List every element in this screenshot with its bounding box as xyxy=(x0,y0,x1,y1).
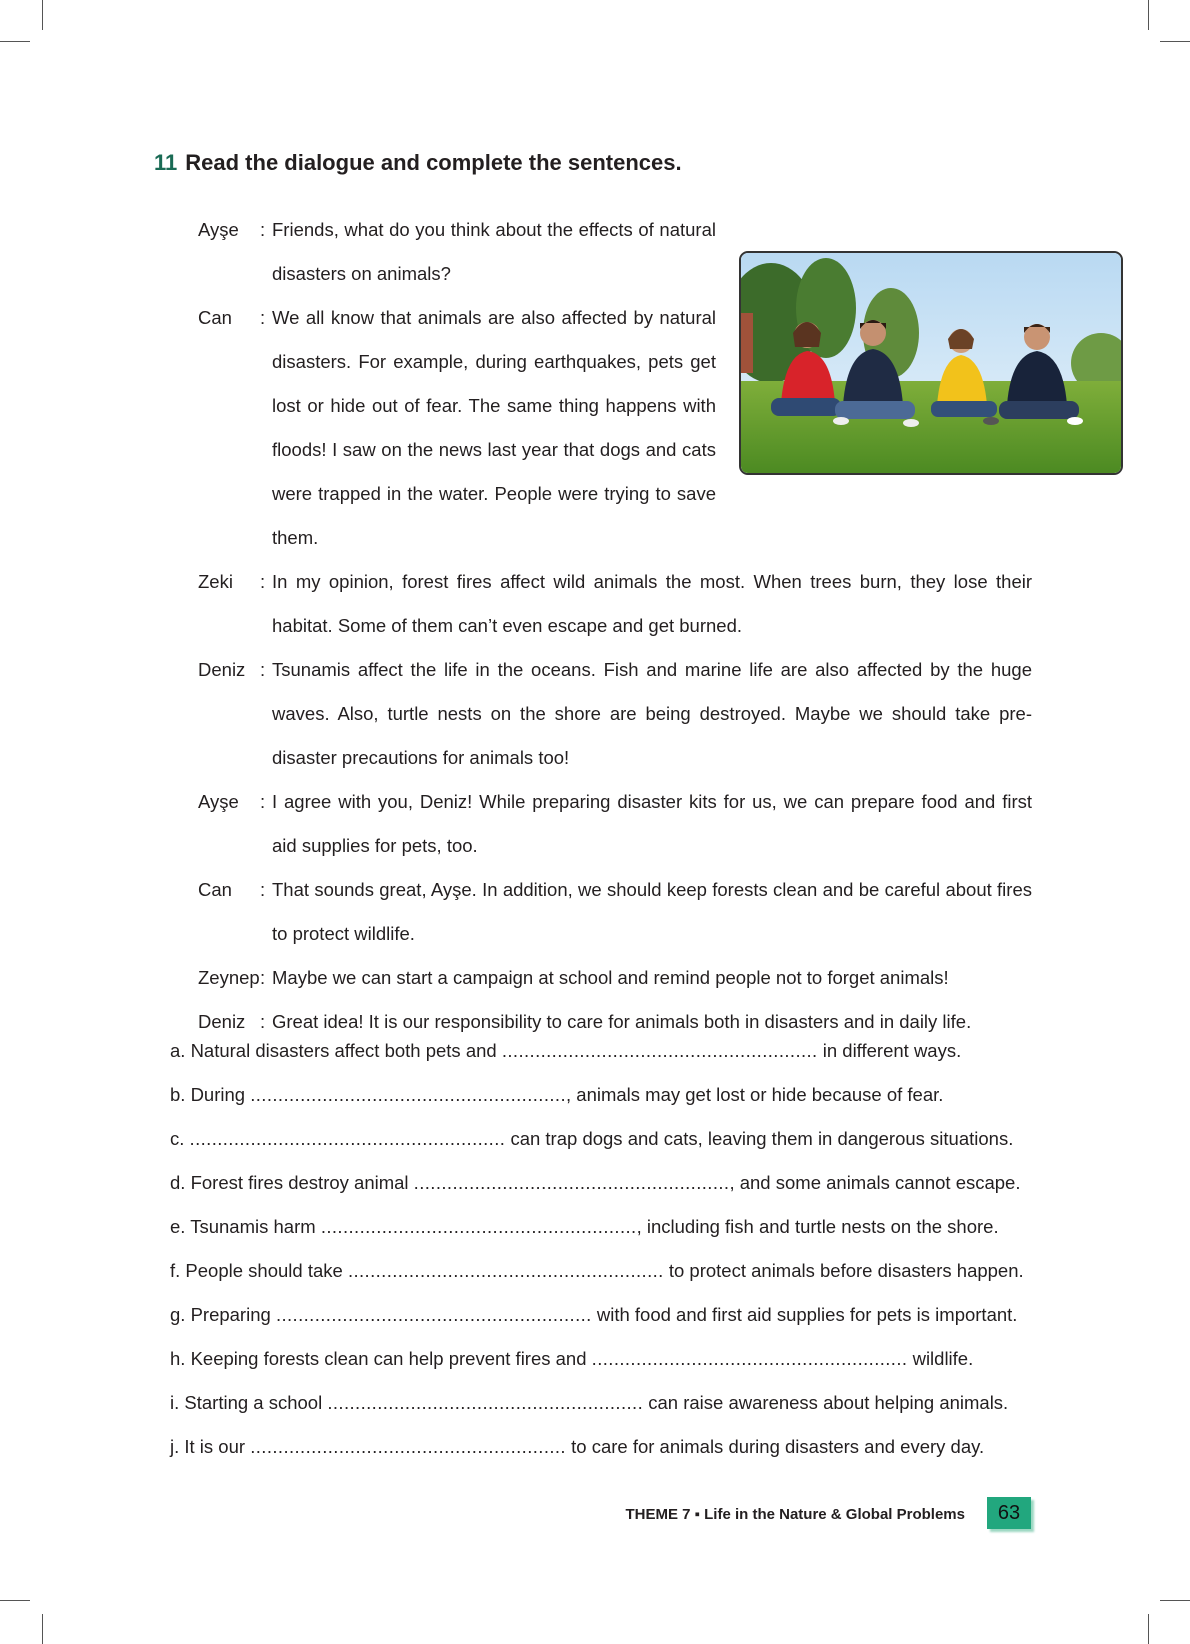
sentence-text: can trap dogs and cats, leaving them in dangerous situations. xyxy=(505,1128,1014,1149)
speaker-colon: : xyxy=(260,879,266,900)
answer-blank[interactable]: ......................................................... xyxy=(501,1040,818,1061)
speaker-colon: : xyxy=(260,967,266,988)
sentence-text: can raise awareness about helping animals. xyxy=(643,1392,1009,1413)
answer-blank[interactable]: ......................................................... xyxy=(413,1172,730,1193)
sentence-text: h. Keeping forests clean can help prevent fires and xyxy=(170,1348,592,1369)
sentence-text: wildlife. xyxy=(907,1348,974,1369)
sentence-item xyxy=(170,1425,1050,1469)
answer-blank[interactable]: ......................................................... xyxy=(189,1128,506,1149)
dialogue-line: That sounds great, Ayşe. In addition, we should keep forests clean and be careful about fires to protect wildlife. xyxy=(272,879,1032,944)
exercise-instruction: Read the dialogue and complete the sentences. xyxy=(185,150,682,175)
sentence-item xyxy=(170,1381,1050,1425)
speaker-colon: : xyxy=(260,1011,266,1032)
speaker-name: Ayşe xyxy=(198,791,239,812)
sentence-text: i. Starting a school xyxy=(170,1392,328,1413)
crop-mark xyxy=(1148,0,1149,30)
sentence-text: f. People should take xyxy=(170,1260,348,1281)
speaker-name: Zeki xyxy=(198,571,233,592)
speaker-colon: : xyxy=(260,307,266,328)
answer-blank[interactable]: ......................................................... xyxy=(250,1436,566,1457)
sentence-text: , and some animals cannot escape. xyxy=(729,1172,1021,1193)
sentence-text: e. Tsunamis harm xyxy=(170,1216,321,1237)
sentence-item xyxy=(170,1337,1050,1381)
crop-mark xyxy=(42,1614,43,1644)
speaker-colon: : xyxy=(260,659,266,680)
dialogue-line: Tsunamis affect the life in the oceans. Fish and marine life are also affected by the huge waves. Also, turtle nests on the shore are being destroyed. Maybe we should take pre-disaster precautions for animals too! xyxy=(272,659,1032,768)
sentence-text: , animals may get lost or hide because of fear. xyxy=(566,1084,944,1105)
exercise-number: 11 xyxy=(154,150,178,175)
fill-in-sentences xyxy=(170,1029,1050,1469)
answer-blank[interactable]: ......................................................... xyxy=(347,1260,664,1281)
sentence-text: b. During xyxy=(170,1084,251,1105)
sentence-text: c. xyxy=(170,1128,190,1149)
dialogue-line: We all know that animals are also affected by natural disasters. For example, during earthquakes, pets get lost or hide out of fear. The same thing happens with floods! I saw on the news last year that dogs and cats were trapped in the water. People were trying to save them. xyxy=(272,307,716,548)
sentence-text: , including fish and turtle nests on the shore. xyxy=(636,1216,999,1237)
sentence-text: d. Forest fires destroy animal xyxy=(170,1172,414,1193)
photo-teenagers-sitting-on-grass xyxy=(739,251,1123,475)
sentence-text: to care for animals during disasters and every day. xyxy=(565,1436,985,1457)
speaker-name: Deniz xyxy=(198,659,246,680)
answer-blank[interactable]: ......................................................... xyxy=(327,1392,644,1413)
dialogue-line: Great idea! It is our responsibility to care for animals both in disasters and in daily life. xyxy=(272,1011,972,1032)
speaker-colon: : xyxy=(260,571,266,592)
exercise-title xyxy=(154,150,682,176)
answer-blank[interactable]: ......................................................... xyxy=(250,1084,566,1105)
dialogue-turn xyxy=(198,780,1038,868)
sentence-text: j. It is our xyxy=(170,1436,251,1457)
crop-mark xyxy=(42,0,43,30)
crop-mark xyxy=(1160,41,1190,42)
crop-mark xyxy=(1148,1614,1149,1644)
theme-label: THEME 7 ▪ Life in the Nature & Global Problems xyxy=(625,1505,965,1523)
answer-blank[interactable]: ......................................................... xyxy=(591,1348,908,1369)
dialogue-line: Friends, what do you think about the effects of natural disasters on animals? xyxy=(272,219,716,284)
speaker-colon: : xyxy=(260,219,266,240)
speaker-name: Ayşe xyxy=(198,219,239,240)
crop-mark xyxy=(1160,1600,1190,1601)
sentence-item xyxy=(170,1073,1050,1117)
sentence-item xyxy=(170,1029,1050,1073)
sentence-item xyxy=(170,1161,1050,1205)
page-number: 63 xyxy=(987,1497,1031,1529)
speaker-name: Zeynep xyxy=(198,967,260,988)
dialogue-line: I agree with you, Deniz! While preparing disaster kits for us, we can prepare food and first aid supplies for pets, too. xyxy=(272,791,1032,856)
dialogue-turn xyxy=(198,560,1038,648)
sentence-text: a. Natural disasters affect both pets and xyxy=(170,1040,502,1061)
speaker-colon: : xyxy=(260,791,266,812)
dialogue-line: In my opinion, forest fires affect wild animals the most. When trees burn, they lose their habitat. Some of them can’t even escape and get burned. xyxy=(272,571,1032,636)
speaker-name: Can xyxy=(198,307,232,328)
dialogue-turn xyxy=(198,868,1038,956)
crop-mark xyxy=(0,1600,30,1601)
sentence-item xyxy=(170,1205,1050,1249)
sentence-item xyxy=(170,1293,1050,1337)
page-footer xyxy=(625,1497,965,1531)
sentence-text: to protect animals before disasters happen. xyxy=(663,1260,1024,1281)
dialogue-turn xyxy=(198,956,1038,1000)
sentence-text: g. Preparing xyxy=(170,1304,276,1325)
sentence-text: with food and first aid supplies for pets is important. xyxy=(591,1304,1018,1325)
sentence-item xyxy=(170,1117,1050,1161)
dialogue-turn xyxy=(198,648,1038,780)
crop-mark xyxy=(0,41,30,42)
speaker-name: Can xyxy=(198,879,232,900)
answer-blank[interactable]: ......................................................... xyxy=(320,1216,637,1237)
sentence-text: in different ways. xyxy=(817,1040,962,1061)
dialogue-line: Maybe we can start a campaign at school and remind people not to forget animals! xyxy=(272,967,949,988)
answer-blank[interactable]: ......................................................... xyxy=(275,1304,592,1325)
speaker-name: Deniz xyxy=(198,1011,246,1032)
sentence-item xyxy=(170,1249,1050,1293)
